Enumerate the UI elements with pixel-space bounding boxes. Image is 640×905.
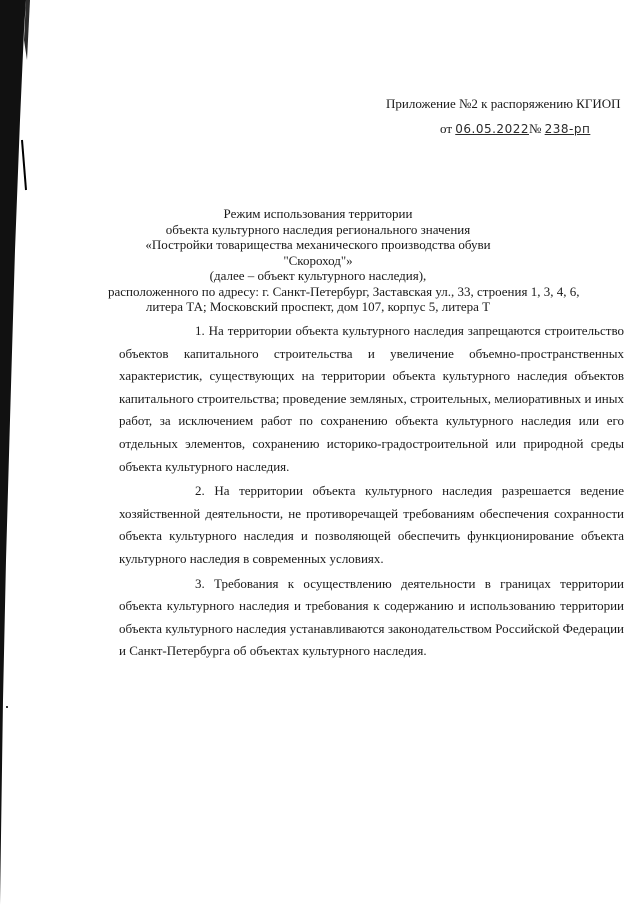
paragraph-1 bbox=[119, 320, 624, 478]
paragraph-number: 2. bbox=[195, 483, 205, 499]
paragraph-text: Требования к осуществлению деятельности в границах территории объекта культурного наследия и требования к содержанию и использованию территории объекта культурного наследия устанавливаются законодательством Российской Федерации и Санкт-Петербурга об объектах культурного наследия. bbox=[119, 575, 624, 659]
title-line: (далее – объект культурного наследия), bbox=[209, 268, 427, 283]
document-title bbox=[108, 206, 580, 315]
from-label: от bbox=[440, 121, 453, 136]
title-line: «Постройки товарищества механического производства обуви "Скороход"» bbox=[145, 237, 491, 268]
title-line: объекта культурного наследия регионального значения bbox=[165, 221, 471, 237]
title-line: Режим использования территории bbox=[223, 206, 413, 221]
paragraph-number: 3. bbox=[195, 575, 205, 591]
paragraph-3 bbox=[119, 573, 624, 663]
paragraph-number: 1. bbox=[195, 323, 205, 338]
title-line: расположенного по адресу: г. Санкт-Петербург, Заставская ул., 33, строения 1, 3, 4, 6, bbox=[108, 283, 580, 299]
paragraph-text: На территории объекта культурного наследия запрещаются строительство объектов капитального строительства и увеличение объемно-пространственных характеристик, существующих на территории объекта культурного наследия объектов капитального строительства; проведение земляных, строительных, мелиоративных и иных работ, за исключением работ по сохранению объекта культурного наследия или его отдельных элементов, сохранению историко-градостроительной или природной среды объекта культурного наследия. bbox=[119, 323, 624, 474]
order-reference bbox=[440, 121, 640, 137]
appendix-caption: Приложение №2 к распоряжению КГИОП bbox=[386, 96, 621, 111]
number-label: № bbox=[528, 121, 542, 136]
handwritten-order-number: 238-рп bbox=[544, 122, 591, 136]
handwritten-date: 06.05.2022 bbox=[455, 122, 529, 136]
paragraph-2 bbox=[119, 480, 624, 570]
paragraph-text: На территории объекта культурного наследия разрешается ведение хозяйственной деятельности, не противоречащей требованиям обеспечения сохранности объекта культурного наследия и позволяющей обеспечить функционирование объекта культурного наследия в современных условиях. bbox=[119, 483, 625, 566]
document-body bbox=[119, 320, 624, 663]
title-line: литера ТА; Московский проспект, дом 107, корпус 5, литера Т bbox=[145, 299, 491, 314]
